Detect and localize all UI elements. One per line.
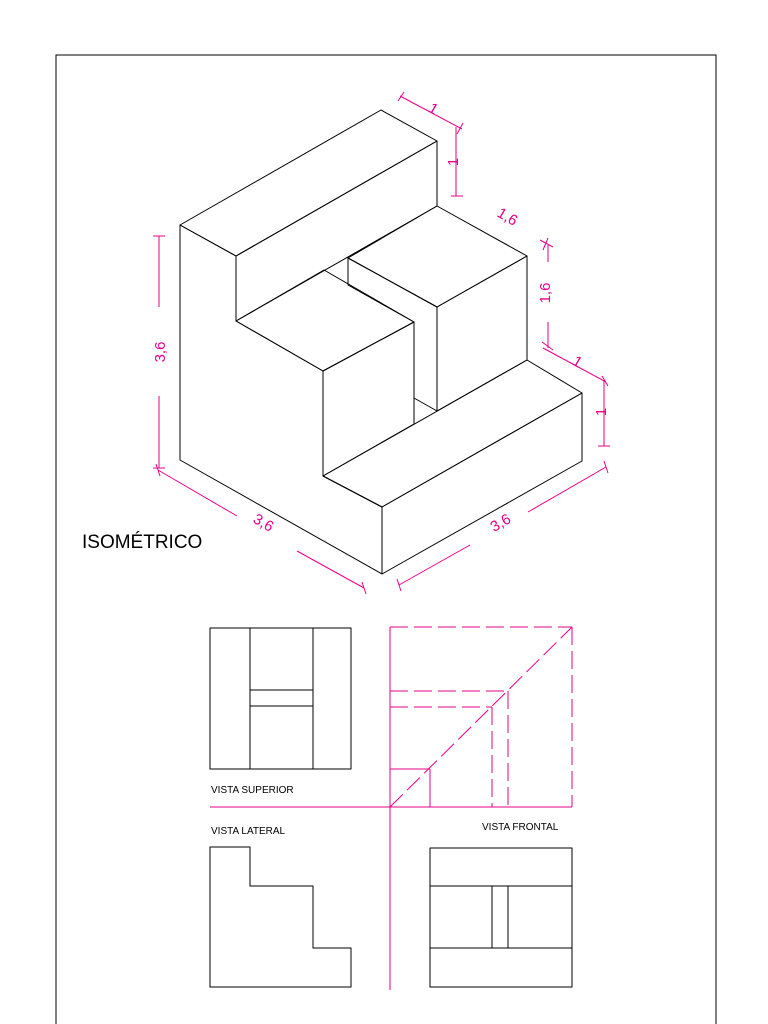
projection-lines [210, 627, 572, 990]
front-view-outline [430, 848, 572, 987]
dim-line-width-upper [528, 467, 606, 512]
dim-line-depth-lower [297, 551, 364, 588]
iso-left-face [180, 225, 382, 574]
dim-label-height: 3,6 [152, 341, 169, 363]
side-view-title: VISTA LATERAL [211, 826, 286, 837]
dim-label-depth: 3,6 [249, 510, 277, 536]
dim-tick [362, 582, 366, 594]
isometric-object [180, 110, 582, 574]
iso-base-top-face [323, 360, 582, 507]
dim-tick [398, 92, 404, 101]
dim-label-block-height: 1,6 [537, 282, 554, 304]
front-view-title: VISTA FRONTAL [482, 822, 559, 833]
isometric-title: ISOMÉTRICO [82, 532, 203, 553]
dim-label-wall-thickness: 1 [425, 99, 442, 119]
iso-base-front-face [382, 393, 582, 574]
miter-line [390, 627, 572, 807]
iso-right-block-side [348, 258, 437, 411]
dim-label-base-height: 1 [593, 407, 610, 417]
side-view [210, 847, 351, 987]
dim-label-wall-step: 1 [445, 157, 462, 167]
dim-tick [602, 376, 608, 386]
iso-left-block-front [323, 322, 414, 476]
top-view-title: VISTA SUPERIOR [211, 785, 294, 796]
iso-right-block-front [437, 256, 527, 411]
dim-label-block-width: 1,6 [493, 204, 521, 230]
dim-tick [397, 579, 401, 591]
iso-back-wall-top [180, 110, 437, 256]
front-view [430, 848, 572, 987]
dim-line-depth [158, 470, 237, 516]
dim-line-width [399, 545, 470, 585]
iso-back-wall-front [236, 141, 437, 321]
top-view-outline [210, 628, 351, 769]
dim-label-width: 3,6 [487, 510, 515, 536]
side-view-outline [210, 847, 351, 987]
dim-label-base-width: 1 [569, 352, 586, 372]
top-view [210, 628, 351, 769]
iso-left-block-top [236, 270, 414, 371]
dim-tick [604, 461, 608, 473]
